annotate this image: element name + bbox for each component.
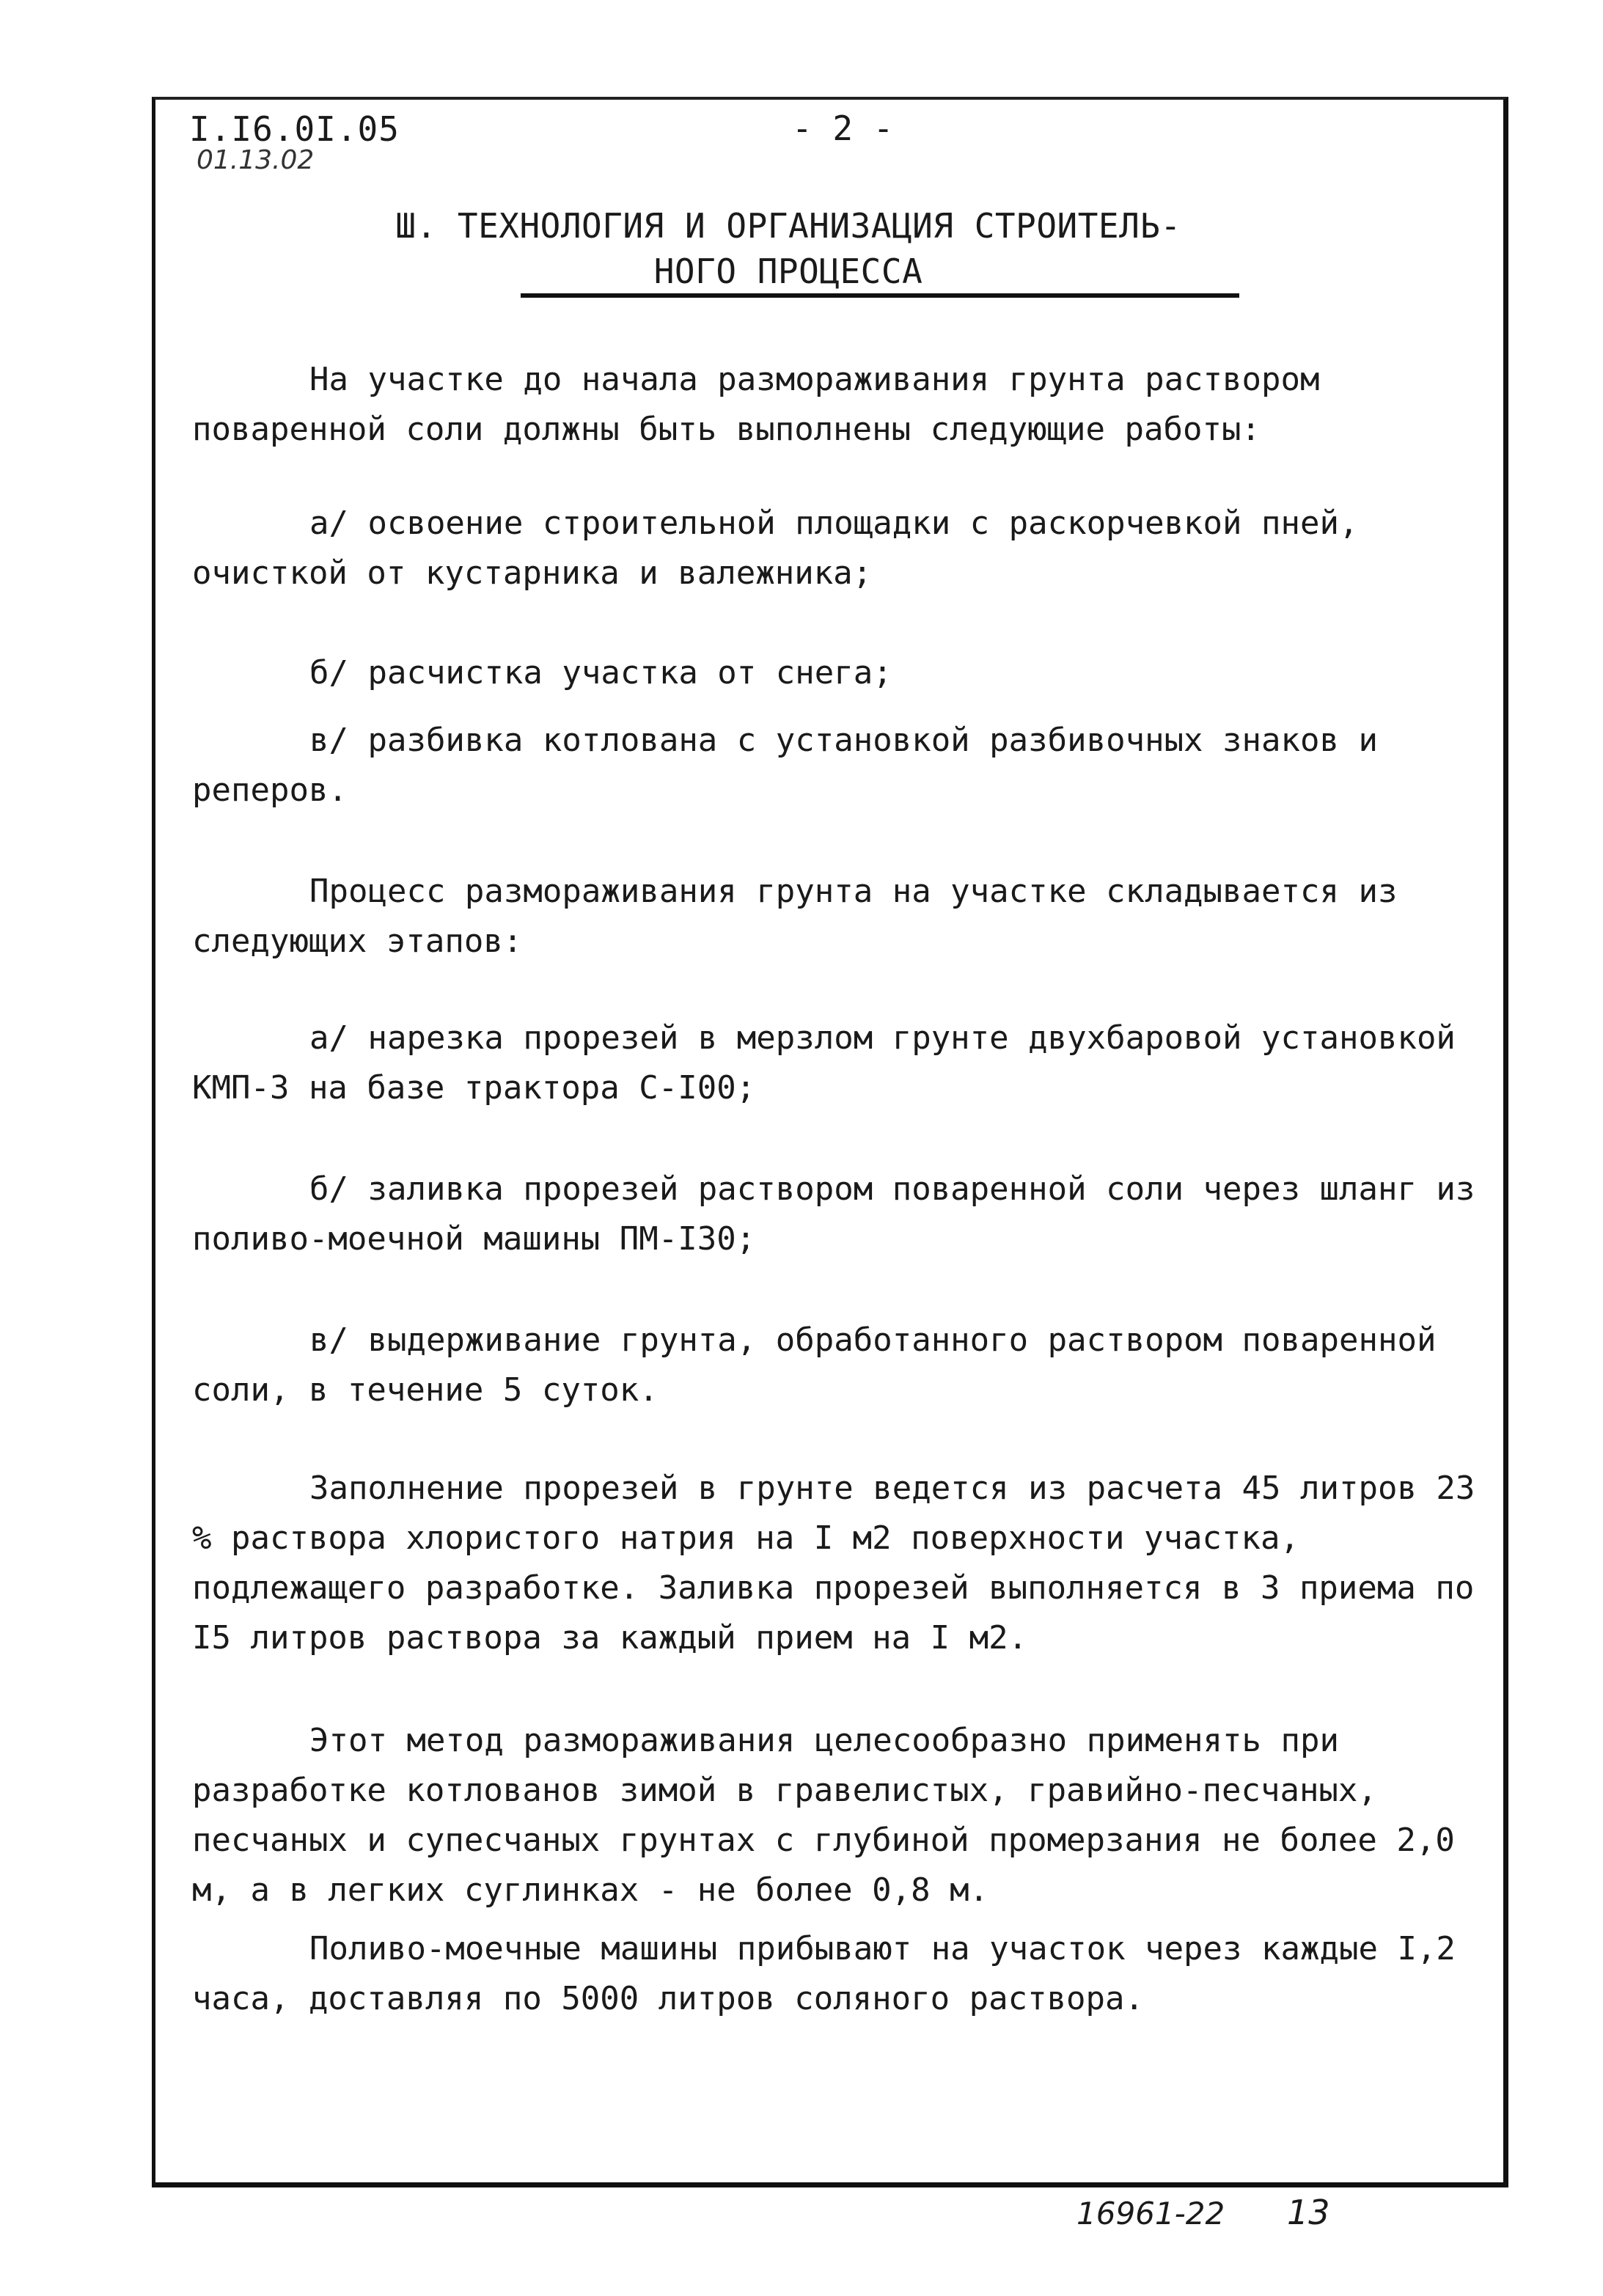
document-code: I.I6.0I.05 <box>189 109 400 149</box>
paragraph-text: На участке до начала размораживания грунта раствором поваренной соли должны быть выполнены следующие работы: <box>192 361 1320 448</box>
paragraph-text: а/ освоение строительной площадки с раскорчевкой пней, очисткой от кустарника и валежника; <box>192 505 1359 592</box>
paragraph-text: Заполнение прорезей в грунте ведется из расчета 45 литров 23 % раствора хлористого натрия на I м2 поверхности участка, подлежащего разработке. Заливка прорезей выполняется в 3 приема по I5 литров раствора за каждый прием на I м2. <box>192 1470 1475 1657</box>
page-number: - 2 - <box>792 109 894 148</box>
paragraph-text: а/ нарезка прорезей в мерзлом грунте двухбаровой установкой КМП-3 на базе трактора С-I00; <box>192 1019 1456 1107</box>
paragraph-text: б/ расчистка участка от снега; <box>309 654 892 692</box>
section-title-line1: Ш. ТЕХНОЛОГИЯ И ОРГАНИЗАЦИЯ СТРОИТЕЛЬ- <box>395 206 1181 246</box>
paragraph-text: б/ заливка прорезей раствором поваренной соли через шланг из поливо-моечной машины ПМ-I30; <box>192 1170 1475 1258</box>
paragraph-stages <box>192 867 1477 967</box>
section-title-line2: НОГО ПРОЦЕССА <box>653 252 923 291</box>
paragraph-text: в/ разбивка котлована с установкой разбивочных знаков и реперов. <box>192 722 1378 809</box>
list-item-b1 <box>192 648 1477 698</box>
paragraph-text: Поливо-моечные машины прибывают на участок через каждые I,2 часа, доставляя по 5000 литров соляного раствора. <box>192 1930 1456 2017</box>
paragraph-method <box>192 1716 1477 1915</box>
list-item-b2 <box>192 1164 1477 1264</box>
paragraph-text: Этот метод размораживания целесообразно применять при разработке котлованов зимой в гравелистых, гравийно-песчаных, песчаных и супесчаных грунтах с глубиной промерзания не более 2,0 м, а в легких суглинках - не более 0,8 м. <box>192 1722 1455 1909</box>
list-item-a1 <box>192 499 1477 598</box>
inventory-number: 16961-22 <box>1076 2196 1225 2231</box>
list-item-v1 <box>192 716 1477 815</box>
paragraph-filling <box>192 1464 1477 1663</box>
handwritten-code: 01.13.02 <box>197 145 315 175</box>
title-underline <box>521 293 1239 298</box>
list-item-v2 <box>192 1316 1477 1415</box>
sheet-number: 13 <box>1287 2193 1330 2232</box>
paragraph-intro <box>192 355 1477 455</box>
list-item-a2 <box>192 1013 1477 1113</box>
paragraph-machines <box>192 1924 1477 2024</box>
paragraph-text: Процесс размораживания грунта на участке складывается из следующих этапов: <box>192 873 1398 960</box>
paragraph-text: в/ выдерживание грунта, обработанного раствором поваренной соли, в течение 5 суток. <box>192 1321 1437 1409</box>
